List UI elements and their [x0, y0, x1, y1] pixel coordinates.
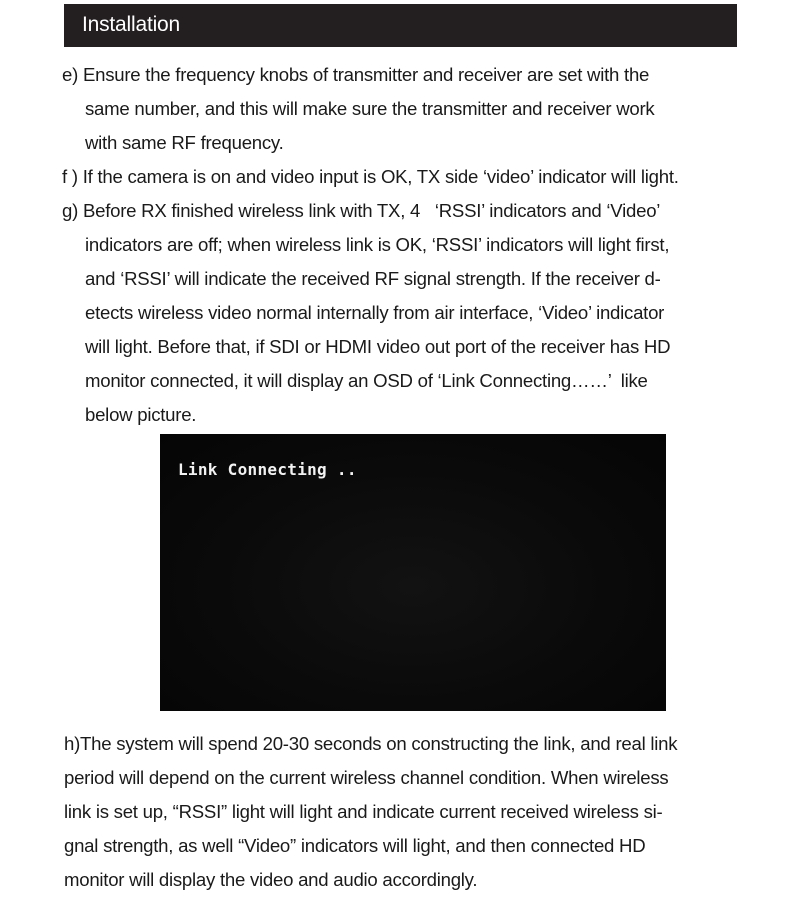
- text-line: h)The system will spend 20-30 seconds on constructing the link, and real link: [64, 733, 678, 754]
- text-line: link is set up, “RSSI” light will light and indicate current received wireless si-: [64, 801, 663, 822]
- list-item-f: [62, 160, 752, 194]
- text-line: below picture.: [85, 404, 197, 425]
- text-line: indicators are off; when wireless link is OK, ‘RSSI’ indicators will light first,: [85, 234, 670, 255]
- osd-text: Link Connecting ..: [178, 460, 357, 479]
- text-line: monitor connected, it will display an OSD of ‘Link Connecting……’ like: [85, 370, 648, 391]
- text-line: gnal strength, as well “Video” indicators will light, and then connected HD: [64, 835, 646, 856]
- text-line: and ‘RSSI’ will indicate the received RF signal strength. If the receiver d-: [85, 268, 661, 289]
- text-line: period will depend on the current wireless channel condition. When wireless: [64, 767, 669, 788]
- text-line: f ) If the camera is on and video input is OK, TX side ‘video’ indicator will light.: [62, 166, 679, 187]
- section-header: [64, 4, 737, 47]
- text-line: with same RF frequency.: [85, 132, 284, 153]
- list-item-g: [62, 194, 752, 432]
- text-line: g) Before RX finished wireless link with TX, 4 ‘RSSI’ indicators and ‘Video’: [62, 200, 661, 221]
- list-item-h: [64, 727, 754, 897]
- list-item-e: [62, 58, 752, 160]
- text-line: same number, and this will make sure the transmitter and receiver work: [85, 98, 655, 119]
- section-title: Installation: [82, 13, 180, 36]
- osd-screenshot: [160, 434, 666, 711]
- text-line: will light. Before that, if SDI or HDMI video out port of the receiver has HD: [85, 336, 671, 357]
- text-line: monitor will display the video and audio accordingly.: [64, 869, 478, 890]
- text-line: e) Ensure the frequency knobs of transmitter and receiver are set with the: [62, 64, 650, 85]
- text-line: etects wireless video normal internally from air interface, ‘Video’ indicator: [85, 302, 665, 323]
